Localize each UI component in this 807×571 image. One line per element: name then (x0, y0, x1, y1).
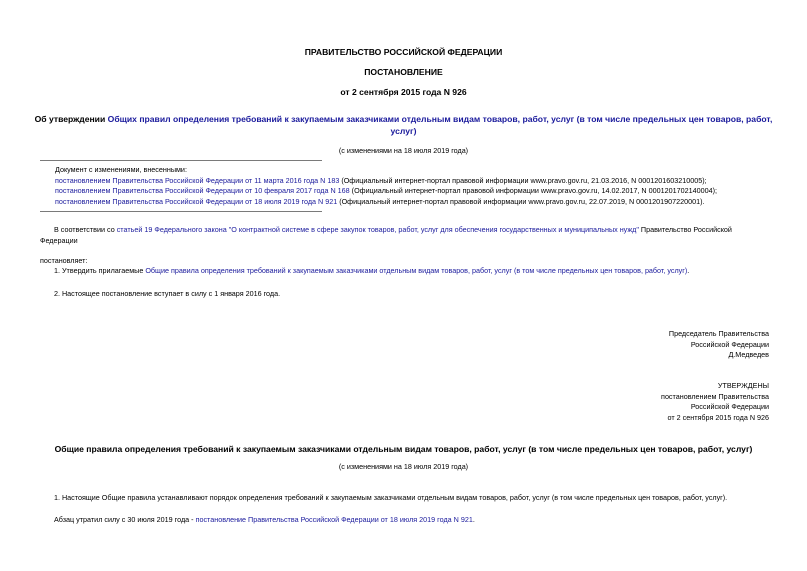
signature-line: Российской Федерации (690, 339, 769, 349)
preamble-text: В соответствии со (54, 225, 117, 234)
preamble-line (40, 225, 768, 236)
change-link[interactable]: постановлением Правительства Российской Федерации от 10 февраля 2017 года N 168 (55, 186, 350, 195)
changes-box (55, 165, 775, 207)
change-source: (Официальный интернет-портал правовой информации www.pravo.gov.ru, 14.02.2017, N 0001201702140004); (349, 186, 717, 195)
government-heading: ПРАВИТЕЛЬСТВО РОССИЙСКОЙ ФЕДЕРАЦИИ (304, 47, 503, 57)
change-item (55, 176, 775, 187)
title-link[interactable]: Общих правил определения требований к закупаемым заказчиками отдельным видам товаров, работ, услуг (в том числе предельных цен товаров, работ, услуг) (107, 114, 773, 136)
decides-label: постановляет: (40, 256, 88, 265)
rules-title: Общие правила определения требований к закупаемым заказчиками отдельным видам товаров, работ, услуг (в том числе предельных цен товаров, работ, услуг) (54, 444, 753, 454)
approved-line: УТВЕРЖДЕНЫ (717, 381, 769, 390)
divider-bottom (40, 211, 322, 212)
signature-block (469, 329, 769, 361)
divider-top (40, 160, 322, 161)
approved-line: от 2 сентября 2015 года N 926 (667, 412, 769, 422)
point-text: 1. Утвердить прилагаемые (54, 266, 146, 275)
rules-revision-note: (с изменениями на 18 июля 2019 года) (338, 462, 469, 471)
rules-point-2 (54, 515, 774, 526)
changes-intro: Документ с изменениями, внесенными: (55, 165, 187, 174)
title-prefix: Об утверждении (34, 114, 108, 124)
change-source: (Официальный интернет-портал правовой информации www.pravo.gov.ru, 22.07.2019, N 0001201907220001). (337, 196, 705, 206)
rules-point-1: 1. Настоящие Общие правила устанавливают порядок определения требований к закупаемым заказчиками отдельным видам товаров, работ, услуг (в том числе предельных цен товаров, работ, услуг). (54, 493, 728, 502)
change-item (55, 197, 775, 208)
document-title (34, 114, 773, 137)
point-2: 2. Настоящее постановление вступает в силу с 1 января 2016 года. (54, 289, 281, 298)
revision-note: (с изменениями на 18 июля 2019 года) (338, 146, 469, 155)
repeal-link[interactable]: постановление Правительства Российской Федерации от 18 июля 2019 года N 921 (195, 515, 473, 524)
rules-point-text: . (472, 515, 475, 524)
doc-date-number: от 2 сентября 2015 года N 926 (340, 87, 467, 97)
change-link[interactable]: постановлением Правительства Российской Федерации от 18 июля 2019 года N 921 (55, 196, 338, 206)
rules-point-text: Абзац утратил силу с 30 июля 2019 года - (54, 515, 196, 524)
change-source: (Официальный интернет-портал правовой информации www.pravo.gov.ru, 21.03.2016, N 0001201603210005); (339, 175, 707, 185)
change-link[interactable]: постановлением Правительства Российской Федерации от 11 марта 2016 года N 183 (55, 175, 340, 185)
preamble (40, 225, 768, 246)
preamble-line: Федерации (40, 235, 78, 245)
approved-line: постановлением Правительства (661, 391, 769, 401)
point-1 (54, 266, 774, 277)
doc-type-heading: ПОСТАНОВЛЕНИЕ (364, 67, 443, 77)
preamble-text: Правительство Российской (638, 225, 732, 234)
point-text: . (687, 266, 690, 275)
signature-line: Председатель Правительства (668, 329, 769, 338)
law-link[interactable]: статьей 19 Федерального закона "О контрактной системе в сфере закупок товаров, работ, услуг для обеспечения государственных и муниципальных нужд" (116, 225, 639, 234)
approved-line: Российской Федерации (690, 402, 769, 411)
approved-block (469, 381, 769, 423)
rules-link[interactable]: Общие правила определения требований к закупаемым заказчиками отдельным видам товаров, работ, услуг (в том числе предельных цен товаров, работ, услуг) (145, 266, 688, 275)
change-item (55, 186, 775, 197)
signature-name: Д.Медведев (728, 350, 769, 359)
